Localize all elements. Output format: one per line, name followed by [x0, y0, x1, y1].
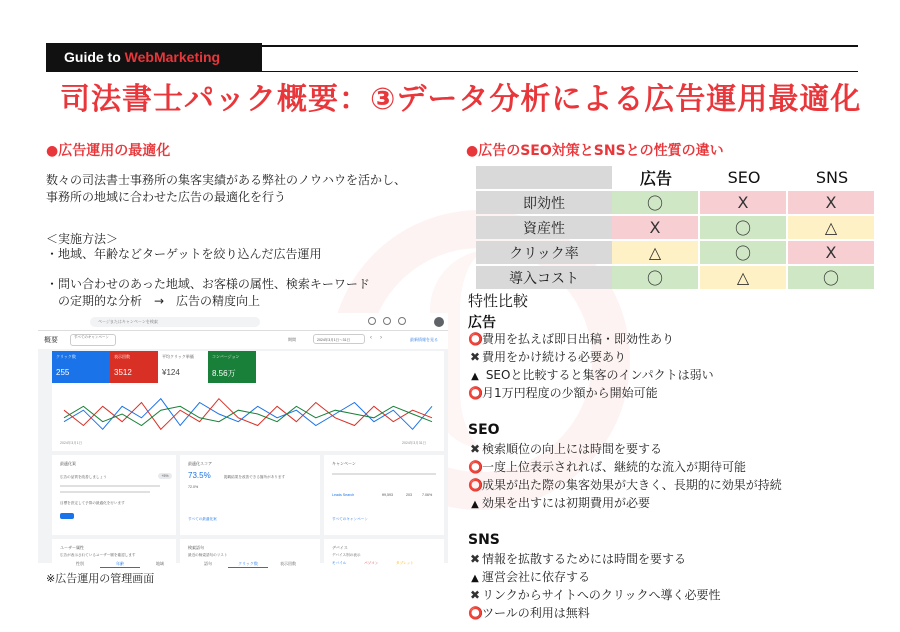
feature-item — [468, 604, 590, 622]
campaign-row-clicks: 203 — [406, 493, 412, 497]
refresh-icon[interactable] — [368, 317, 376, 325]
feature-item — [468, 348, 626, 366]
row-label: 導入コスト — [476, 266, 612, 289]
circle-mark-icon: ⭕ — [468, 606, 483, 620]
tab-region[interactable]: 地域 — [156, 561, 164, 566]
method-item-2: ・問い合わせのあった地域、お客様の属性、検索キーワード — [46, 277, 370, 291]
intro-line-1: 数々の司法書士事務所の集客実績がある弊社のノウハウを活かし、 — [46, 173, 407, 187]
feature-item-text: 効果を出すには初期費用が必要 — [482, 496, 651, 510]
rating-cell: 〇 — [700, 216, 788, 239]
card-title: キャンペーン — [332, 461, 356, 466]
avatar[interactable] — [434, 317, 444, 327]
feature-item-text: リンクからサイトへのクリックへ導く必要性 — [482, 588, 721, 602]
card-title: 検索語句 — [188, 545, 204, 550]
devices-card — [324, 539, 444, 569]
feature-item-text: 月1万円程度の少額から開始可能 — [482, 386, 658, 400]
campaigns-card — [324, 455, 444, 535]
feature-item-text: ツールの利用は無料 — [482, 606, 590, 620]
triangle-mark-icon: ▲ — [471, 499, 479, 510]
metric-impressions[interactable] — [110, 351, 158, 383]
feature-item — [468, 568, 590, 588]
card-text: 目標を設定して予算の最適化を行います — [60, 501, 125, 505]
cross-mark-icon: ✖ — [469, 350, 481, 364]
triangle-mark-icon: ▲ — [471, 371, 479, 382]
feature-item-text: 費用を払えば即日出稿・即効性あり — [482, 332, 675, 346]
metric-label: 平均クリック単価 — [162, 354, 194, 359]
rating-cell: 〇 — [700, 241, 788, 264]
text-placeholder — [332, 473, 436, 475]
rating-cell: △ — [700, 266, 788, 289]
metric-clicks[interactable] — [52, 351, 110, 383]
date-range-select[interactable]: 2024年3月1日〜31日 — [313, 334, 365, 344]
tab-impressions[interactable]: 表示回数 — [280, 561, 296, 566]
text-placeholder — [60, 485, 160, 487]
table-row — [476, 266, 876, 289]
card-text: 掲載結果を改善できる箇所があります — [224, 475, 286, 479]
metric-label: クリック数 — [56, 354, 76, 359]
recommendations-card — [52, 455, 176, 535]
dashboard-caption: ※広告運用の管理画面 — [46, 572, 155, 585]
feature-item — [468, 586, 720, 604]
optimization-score: 73.5% — [188, 471, 211, 480]
row-label: 資産性 — [476, 216, 612, 239]
all-campaigns-link[interactable]: すべてのキャンペーン — [332, 517, 368, 521]
feature-item-text: 成果が出た際の集客効果が大きく、長期的に効果が持続 — [482, 478, 782, 492]
search-terms-tabs — [188, 561, 308, 568]
campaign-row-ctr: 7.06% — [422, 493, 433, 497]
card-text: 最近の検索語句のリスト — [188, 553, 228, 557]
ads-dashboard-screenshot — [38, 313, 448, 566]
device-legend-mobile: モバイル — [332, 561, 347, 565]
page-title: 司法書士パック概要：③データ分析による広告運用最適化 — [60, 82, 862, 117]
rating-cell: X — [612, 216, 700, 239]
circle-mark-icon: ⭕ — [468, 478, 483, 492]
comparison-table — [476, 164, 876, 291]
column-header-sns: SNS — [788, 166, 876, 189]
dashboard-search-input[interactable]: ページまたはキャンペーンを検索 — [90, 317, 260, 327]
rating-cell: 〇 — [612, 191, 700, 214]
feature-item-text: 検索順位の向上には時間を要する — [482, 442, 663, 456]
device-legend-desktop: パソコン — [364, 561, 379, 565]
optimization-score-sub: 72.0% — [188, 485, 199, 489]
feature-item — [468, 458, 746, 476]
table-header-row — [476, 166, 876, 189]
card-text: デバイス別の表示 — [332, 553, 361, 557]
circle-mark-icon: ⭕ — [468, 332, 483, 346]
feature-item — [468, 494, 650, 514]
column-header-ads: 広告 — [612, 166, 700, 189]
score-badge: +5% — [158, 473, 172, 479]
optimization-score-card — [180, 455, 320, 535]
row-label: 即効性 — [476, 191, 612, 214]
text-placeholder — [60, 491, 150, 493]
card-title: ユーザー属性 — [60, 545, 84, 550]
feature-group-title: 広告 — [468, 315, 496, 331]
help-icon[interactable] — [383, 317, 391, 325]
rating-cell: X — [788, 191, 876, 214]
campaign-row-name[interactable]: Leads Search — [332, 493, 355, 497]
left-section-heading: ●広告運用の最適化 — [46, 143, 171, 159]
overview-title: 概要 — [44, 337, 58, 344]
rating-cell: △ — [788, 216, 876, 239]
table-row — [476, 191, 876, 214]
intro-line-2: 事務所の地域に合わせた広告の最適化を行う — [46, 190, 287, 204]
card-title: 最適化案 — [60, 461, 76, 466]
row-label: クリック率 — [476, 241, 612, 264]
metric-label: コンバージョン — [212, 354, 240, 359]
all-recommendations-link[interactable]: すべての最適化案 — [188, 517, 217, 521]
campaign-row-cost: ¥9,593 — [382, 493, 393, 497]
circle-mark-icon: ⭕ — [468, 386, 483, 400]
feature-item — [468, 440, 662, 458]
chevron-left-icon[interactable]: ‹ — [370, 335, 372, 341]
guide-badge — [46, 43, 262, 71]
tab-age[interactable]: 年齢 — [100, 561, 140, 568]
right-section-heading: ●広告のSEO対策とSNSとの性質の違い — [466, 143, 724, 159]
feature-item-text: 一度上位表示されれば、継続的な流入が期待可能 — [482, 460, 747, 474]
feature-comparison-title: 特性比較 — [468, 292, 529, 310]
method-title: ＜実施方法＞ — [46, 232, 119, 246]
table-row — [476, 216, 876, 239]
rating-cell: X — [700, 191, 788, 214]
card-title: デバイス — [332, 545, 348, 550]
feature-group-title: SEO — [468, 422, 500, 438]
performance-line-chart — [52, 385, 444, 451]
chart-series-line — [64, 399, 432, 430]
cross-mark-icon: ✖ — [469, 442, 481, 456]
rating-cell: 〇 — [788, 266, 876, 289]
period-label: 期間 — [288, 337, 296, 342]
header-rule-bottom — [46, 71, 858, 72]
chevron-right-icon[interactable]: › — [380, 335, 382, 341]
whats-new-link[interactable]: 最新情報を見る — [410, 337, 438, 342]
dashboard-topbar — [38, 313, 448, 331]
search-terms-card — [180, 539, 320, 569]
apply-button[interactable] — [60, 513, 74, 519]
feature-item-text: 情報を拡散するためには時間を要する — [482, 552, 687, 566]
chart-tick-start: 2024年3月1日 — [60, 441, 83, 445]
rating-cell: 〇 — [612, 266, 700, 289]
feature-item — [468, 550, 686, 568]
header-rule-top — [262, 45, 858, 47]
circle-mark-icon: ⭕ — [468, 460, 483, 474]
tab-terms[interactable]: 語句 — [204, 561, 212, 566]
demographics-card — [52, 539, 176, 569]
demographics-tabs — [60, 561, 180, 568]
cross-mark-icon: ✖ — [469, 552, 481, 566]
method-item-1: ・地域、年齢などターゲットを絞り込んだ広告運用 — [46, 247, 322, 261]
tab-gender[interactable]: 性別 — [76, 561, 84, 566]
column-header-seo: SEO — [700, 166, 788, 189]
guide-brand: WebMarketing — [124, 49, 221, 65]
feature-item — [468, 384, 658, 402]
rating-cell: △ — [612, 241, 700, 264]
guide-prefix: Guide to — [64, 49, 125, 65]
device-legend-tablet: タブレット — [396, 561, 414, 565]
metric-value: 255 — [56, 368, 70, 377]
feature-item-text: 運営会社に依存する — [482, 570, 591, 584]
triangle-mark-icon: ▲ — [471, 573, 479, 584]
table-corner — [476, 166, 612, 189]
card-title: 最適化スコア — [188, 461, 212, 466]
feature-item — [468, 476, 782, 494]
metric-avg-cpc[interactable] — [158, 351, 208, 383]
cross-mark-icon: ✖ — [469, 588, 481, 602]
metric-value: ¥124 — [162, 368, 180, 377]
metric-conversions[interactable] — [208, 351, 256, 383]
feature-item — [468, 366, 714, 386]
performance-chart-card — [52, 351, 444, 451]
feature-item — [468, 330, 674, 348]
metric-value: 8.56万 — [212, 369, 236, 378]
feature-item-text: 費用をかけ続ける必要あり — [482, 350, 627, 364]
card-text: 広告の品質を改善しましょう — [60, 475, 107, 479]
card-text: 広告が表示されているユーザー層を確認します — [60, 553, 136, 557]
rating-cell: X — [788, 241, 876, 264]
feature-group-title: SNS — [468, 532, 500, 548]
metric-value: 3512 — [114, 368, 132, 377]
method-item-2-cont: の定期的な分析 → 広告の精度向上 — [46, 294, 261, 308]
table-row — [476, 241, 876, 264]
notification-icon[interactable] — [398, 317, 406, 325]
metric-label: 表示回数 — [114, 354, 130, 359]
feature-item-text: SEOと比較すると集客のインパクトは弱い — [482, 368, 714, 382]
chart-tick-end: 2024年3月31日 — [402, 441, 427, 445]
campaign-filter-chip[interactable]: すべてのキャンペーン — [70, 334, 116, 346]
tab-clicks[interactable]: クリック数 — [228, 561, 268, 568]
